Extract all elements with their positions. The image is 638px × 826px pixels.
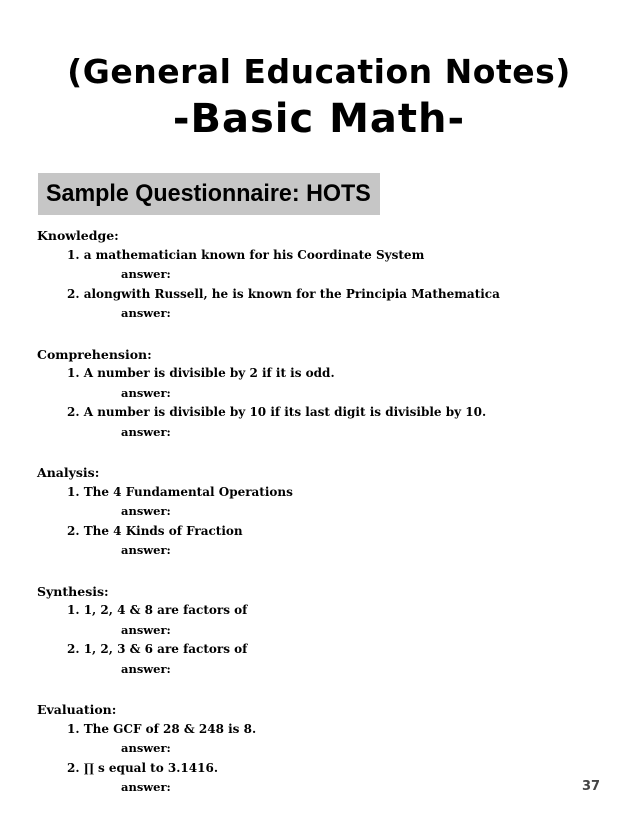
answer-label: answer: <box>121 424 171 439</box>
section-heading: Comprehension: <box>37 346 152 362</box>
question-item: 2. 1, 2, 3 & 6 are factors of <box>67 642 248 656</box>
answer-label: answer: <box>121 385 171 400</box>
question-item: 2. alongwith Russell, he is known for the Principia Mathematica <box>67 286 500 301</box>
answer-label: answer: <box>121 780 171 794</box>
question-sections <box>37 226 597 819</box>
questionnaire-banner-text: Sample Questionnaire: HOTS <box>46 180 371 207</box>
question-item: 2. The 4 Kinds of Fraction <box>67 523 243 538</box>
question-item: 1. a mathematician known for his Coordinate System <box>67 247 425 262</box>
question-item: 2. A number is divisible by 10 if its last digit is divisible by 10. <box>67 405 487 419</box>
section-analysis <box>37 463 597 561</box>
answer-label: answer: <box>121 741 171 755</box>
section-heading: Synthesis: <box>37 583 109 599</box>
answer-label: answer: <box>121 504 171 518</box>
question-item: 1. The 4 Fundamental Operations <box>67 484 293 499</box>
answer-label: answer: <box>121 267 171 281</box>
section-heading: Evaluation: <box>37 702 117 717</box>
page-subtitle-text: -Basic Math- <box>172 96 466 142</box>
page-title-text: (General Education Notes) <box>67 52 571 91</box>
page-number: 37 <box>582 779 601 794</box>
section-synthesis <box>37 582 597 680</box>
page-subtitle <box>0 96 638 142</box>
section-heading: Knowledge: <box>37 228 119 243</box>
answer-label: answer: <box>121 622 171 637</box>
page-title <box>0 52 638 91</box>
section-knowledge <box>37 226 597 324</box>
answer-label: answer: <box>121 543 171 557</box>
questionnaire-banner <box>38 173 380 215</box>
answer-label: answer: <box>121 306 171 320</box>
section-heading: Analysis: <box>37 465 100 480</box>
question-item: 1. The GCF of 28 & 248 is 8. <box>67 721 257 736</box>
section-comprehension <box>37 345 597 443</box>
section-evaluation <box>37 700 597 798</box>
answer-label: answer: <box>121 661 171 676</box>
question-item: 1. 1, 2, 4 & 8 are factors of <box>67 603 248 617</box>
question-item: 2. ∏ s equal to 3.1416. <box>67 760 219 775</box>
question-item: 1. A number is divisible by 2 if it is odd. <box>67 366 335 380</box>
